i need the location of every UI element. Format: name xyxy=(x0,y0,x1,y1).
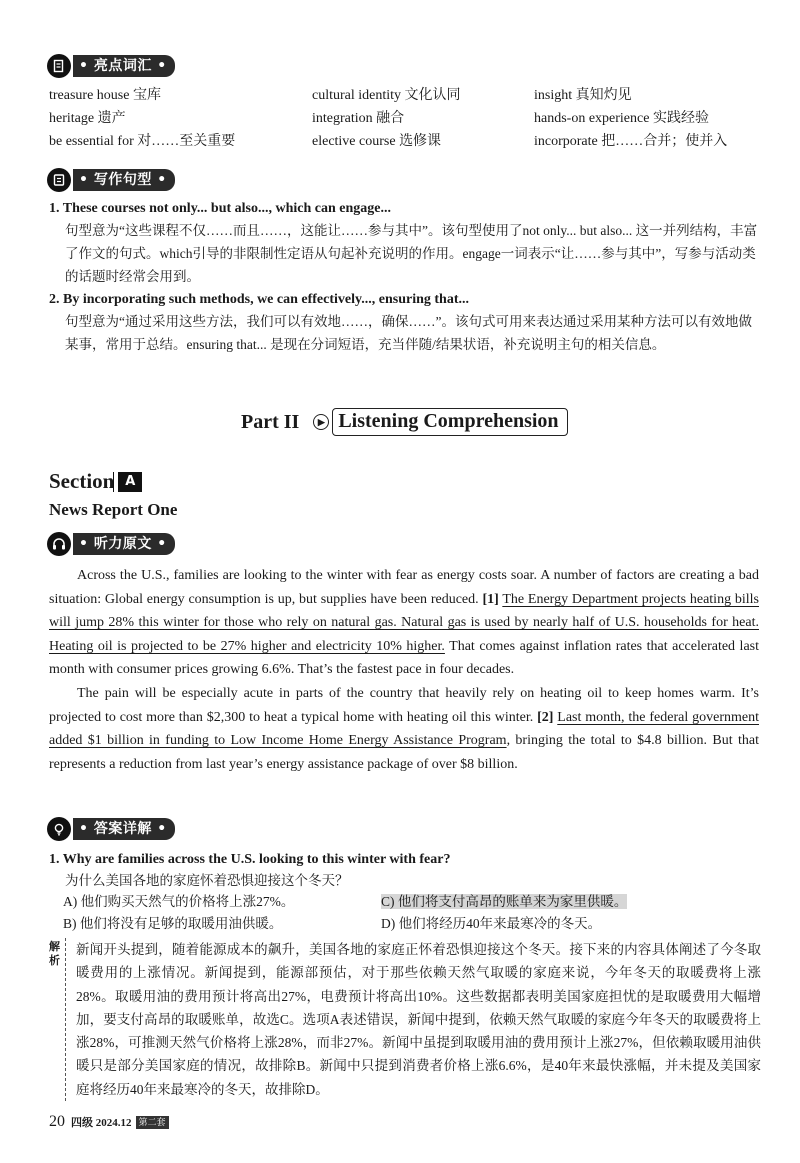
highlights-header xyxy=(47,53,175,79)
sentence-pattern-2 xyxy=(49,290,761,356)
vocab-item: hands-on experience 实践经验 xyxy=(534,110,709,126)
pattern-zh: 句型意为“通过采用这些方法，我们可以有效地……，确保……”。该句式可用来表达通过采用某种方法可以有效地做某事，常用于总结。ensuring that... 是现在分词短语，充当伴随/结果状语，补充说明主句的相关信息。 xyxy=(65,314,752,352)
vocab-table xyxy=(49,82,769,151)
page-footer xyxy=(49,1113,169,1131)
section-title xyxy=(49,469,142,494)
news-title: News Report One xyxy=(49,500,178,519)
document-icon xyxy=(47,54,71,78)
vocab-item: cultural identity 文化认同 xyxy=(312,87,461,103)
notebook-icon xyxy=(47,168,71,192)
question-zh: 为什么美国各地的家庭怀着恐惧迎接这个冬天？ xyxy=(65,873,349,888)
vocab-item: elective course 选修课 xyxy=(312,133,442,149)
transcript-paragraph xyxy=(49,682,759,776)
vocab-item: treasure house 宝库 xyxy=(49,87,161,103)
pattern-en: 1. These courses not only... but also..., which can engage... xyxy=(49,201,391,216)
vocab-item: be essential for 对……至关重要 xyxy=(49,133,236,149)
writing-header xyxy=(47,167,175,193)
sentence-pattern-1 xyxy=(49,199,761,288)
option-d: D) 他们将经历40年来最寒冷的冬天。 xyxy=(381,916,602,931)
part-number: Part II xyxy=(241,410,300,433)
answers-header xyxy=(47,816,175,842)
headphones-icon xyxy=(47,532,71,556)
vocab-item: heritage 遗产 xyxy=(49,110,126,126)
vocab-row xyxy=(49,128,769,151)
highlights-label: • 亮点词汇 • xyxy=(73,55,175,77)
chevron-right-icon: ▶ xyxy=(313,414,329,430)
pattern-en: 2. By incorporating such methods, we can effectively..., ensuring that... xyxy=(49,292,469,307)
issue-label: 四级 2024.12 xyxy=(71,1117,132,1129)
vocab-row xyxy=(49,82,769,105)
explanation-text: 新闻开头提到，随着能源成本的飙升，美国各地的家庭正怀着恐惧迎接这个冬天。接下来的内容具体阐述了今冬取暖费用的上涨情况。新闻提到，能源部预估，对于那些依赖天然气取暖的家庭来说，今年冬天的取暖费将上涨28%。取暖用油的费用预计将高出27%，电费预计将高出10%。这些数据都表明美国家庭担忧的是取暖费用大幅增加，要支付高昂的取暖账单，故选C。选项A表述错误，新闻中提到，依赖天然气取暖的家庭今年冬天的取暖费将上涨28%，可推测天然气价格将上涨28%，而非27%。新闻中虽提到取暖用油的费用预计上涨27%，但依赖取暖用油供暖只是部分美国家庭的情况，故排除B。新闻中只提到消费者价格上涨6.6%，是40年来最快涨幅，并未提及美国家庭将经历40年来最寒冷的冬天，故排除D。 xyxy=(65,938,761,1101)
vocab-item: insight 真知灼见 xyxy=(534,87,632,103)
answers-label: • 答案详解 • xyxy=(73,818,175,840)
vocab-row xyxy=(49,105,769,128)
option-a: A) 他们购买天然气的价格将上涨27%。 xyxy=(63,894,295,909)
transcript-body xyxy=(49,564,759,776)
option-b: B) 他们将没有足够的取暖用油供暖。 xyxy=(63,916,283,931)
page-number: 20 xyxy=(49,1113,65,1130)
text-run: Across the U.S., families are looking to the winter with fear as energy costs soar. A number of factors are creating a bad situation: Global energy consumption is up, but supplies have been reduced. xyxy=(49,568,759,607)
lightbulb-icon xyxy=(47,817,71,841)
section-badge: A xyxy=(118,472,142,492)
transcript-label: • 听力原文 • xyxy=(73,533,175,555)
marker-2: [2] xyxy=(537,709,554,725)
vocab-item: incorporate 把……合并；使并入 xyxy=(534,133,728,149)
section-label: Section xyxy=(49,469,115,493)
volume-badge: 第二套 xyxy=(136,1116,169,1129)
explanation-tag: 解析 xyxy=(49,940,60,967)
question-en: 1. Why are families across the U.S. looking to this winter with fear? xyxy=(49,852,451,867)
transcript-header xyxy=(47,531,175,557)
writing-label: • 写作句型 • xyxy=(73,169,175,191)
option-c-correct: C) 他们将支付高昂的账单来为家里供暖。 xyxy=(381,894,628,909)
explanation xyxy=(49,938,761,1101)
vocab-item: integration 融合 xyxy=(312,110,405,126)
pattern-zh: 句型意为“这些课程不仅……而且……，这能让……参与其中”。该句型使用了not only... but also... 这一并列结构，丰富了作文的句式。which引导的非限制性定语从句起补充说明的作用。engage一词表示“让……参与其中”，写参与活动类的话题时经常会用到。 xyxy=(65,223,758,284)
options xyxy=(49,892,761,934)
underlined-text: The Energy Department projects heating bills will jump 28% this winter for those who rely on natural gas. Natural gas is used by nearly half of U.S. households for heat. Heating oil is projected to be 27% higher and electricity 10% higher. xyxy=(49,591,759,654)
text-run: The pain will be especially acute in parts of the country that heavily rely on heating oil to keep homes warm. It’s projected to cost more than $2,300 to heat a typical home with heating oil this winter. xyxy=(49,685,759,725)
question-1 xyxy=(49,850,761,934)
part-title xyxy=(241,408,568,436)
part-name: Listening Comprehension xyxy=(332,408,567,436)
text-run: , bringing the total to $4.8 billion. But that represents a reduction from last year’s energy assistance package of over $8 billion. xyxy=(49,733,759,772)
text-run: That comes against inflation rates that accelerated last month with consumer prices growing 6.6%. That’s the fastest pace in four decades. xyxy=(49,638,760,678)
transcript-paragraph xyxy=(49,564,759,682)
underlined-text: Last month, the federal government added $1 billion in funding to Low Income Home Energy Assistance Program xyxy=(49,709,759,749)
marker-1: [1] xyxy=(482,591,499,607)
